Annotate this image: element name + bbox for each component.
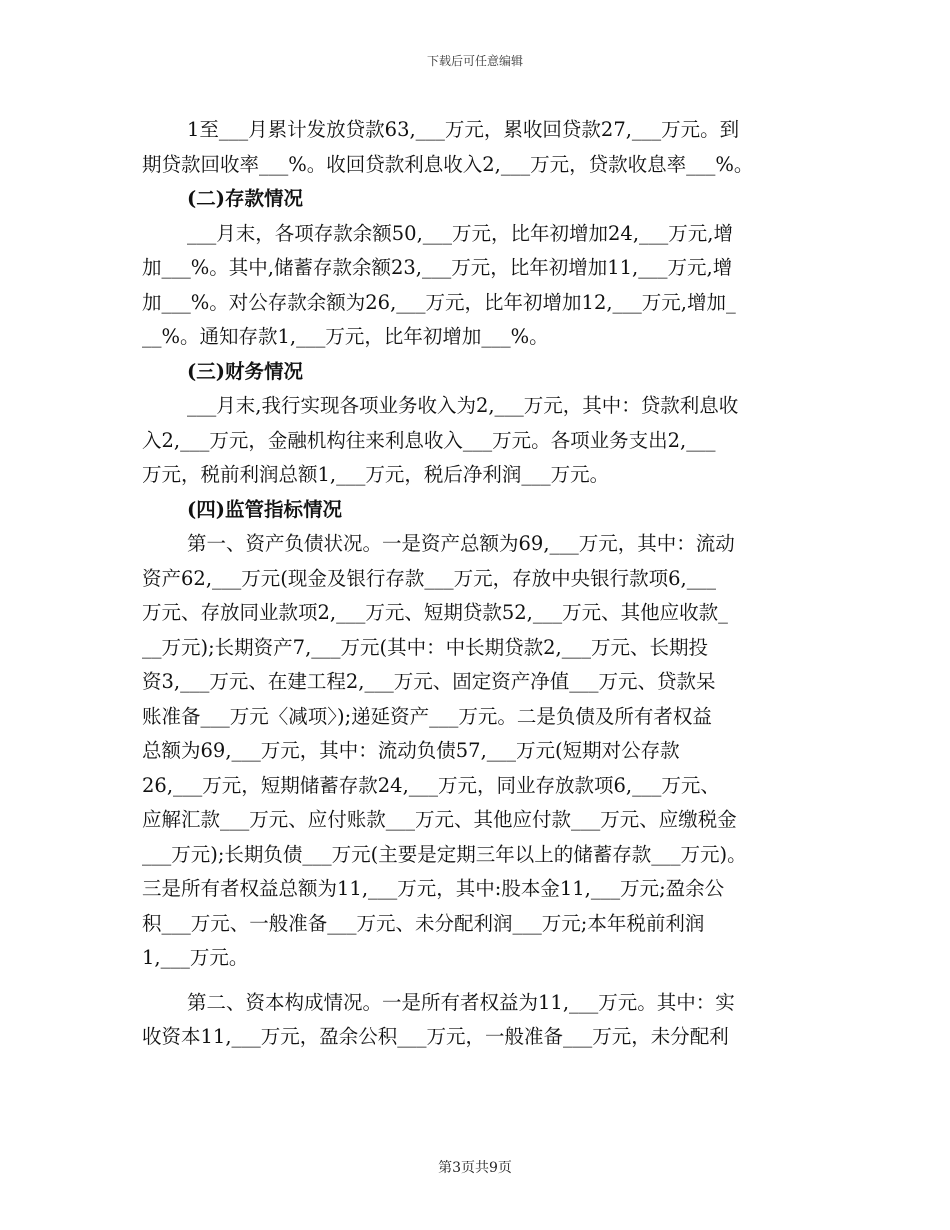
- text-line: 资产62,___万元(现金及银行存款___万元，存放中央银行款项6,___: [142, 566, 716, 590]
- text-line: 账准备___万元〈减项〉);递延资产___万元。二是负债及所有者权益: [142, 704, 712, 728]
- text-line: __万元);长期资产7,___万元(其中：中长期贷款2,___万元、长期投: [142, 635, 708, 659]
- text-line: ___万元);长期负债___万元(主要是定期三年以上的储蓄存款___万元)。: [142, 842, 747, 866]
- text-line: __%。通知存款1,___万元，比年初增加___%。: [142, 325, 549, 348]
- text-line: 应解汇款___万元、应付账款___万元、其他应付款___万元、应缴税金: [142, 808, 737, 831]
- text-line: 期贷款回收率___%。收回贷款利息收入2,___万元，贷款收息率___%。: [142, 152, 754, 176]
- section-heading-finance: (三)财务情况: [187, 359, 303, 383]
- text-line: 加___%。其中,储蓄存款余额23,___万元，比年初增加11,___万元,增: [142, 256, 733, 279]
- text-line: 三是所有者权益总额为11,___万元，其中:股本金11,___万元;盈余公: [142, 877, 725, 900]
- document-body: [142, 113, 812, 1055]
- text-line: 入2,___万元，金融机构往来利息收入___万元。各项业务支出2,___: [142, 428, 716, 452]
- page-header: 下载后可任意编辑: [426, 54, 523, 68]
- text-line: 加___%。对公存款余额为26,___万元，比年初增加12,___万元,增加_: [142, 290, 736, 314]
- text-line: 第一、资产负债状况。一是资产总额为69,___万元，其中：流动: [187, 532, 735, 555]
- text-line: 第二、资本构成情况。一是所有者权益为11,___万元。其中：实: [187, 990, 735, 1014]
- text-line: 万元，税前利润总额1,___万元，税后净利润___万元。: [142, 463, 610, 486]
- page-footer: 第3页共9页: [438, 1160, 512, 1176]
- section-heading-supervision: (四)监管指标情况: [187, 497, 342, 521]
- text-line: 收资本11,___万元，盈余公积___万元，一般准备___万元，未分配利: [142, 1025, 729, 1048]
- text-line: 资3,___万元、在建工程2,___万元、固定资产净值___万元、贷款呆: [142, 670, 716, 693]
- paragraph-gap: [142, 976, 812, 986]
- text-line: 26,___万元，短期储蓄存款24,___万元，同业存放款项6,___万元、: [142, 773, 720, 797]
- text-line: 积___万元、一般准备___万元、未分配利润___万元;本年税前利润: [142, 911, 705, 935]
- text-line: ___月末,我行实现各项业务收入为2,___万元，其中：贷款利息收: [187, 394, 739, 417]
- text-line: 1,___万元。: [142, 946, 249, 969]
- text-line: 万元、存放同业款项2,___万元、短期贷款52,___万元、其他应收款_: [142, 601, 728, 624]
- text-line: 总额为69,___万元，其中：流动负债57,___万元(短期对公存款: [142, 739, 680, 762]
- text-line: 1至___月累计发放贷款63,___万元，累收回贷款27,___万元。到: [187, 118, 740, 141]
- text-line: ___月末，各项存款余额50,___万元，比年初增加24,___万元,增: [187, 221, 733, 245]
- section-heading-deposits: (二)存款情况: [187, 187, 303, 210]
